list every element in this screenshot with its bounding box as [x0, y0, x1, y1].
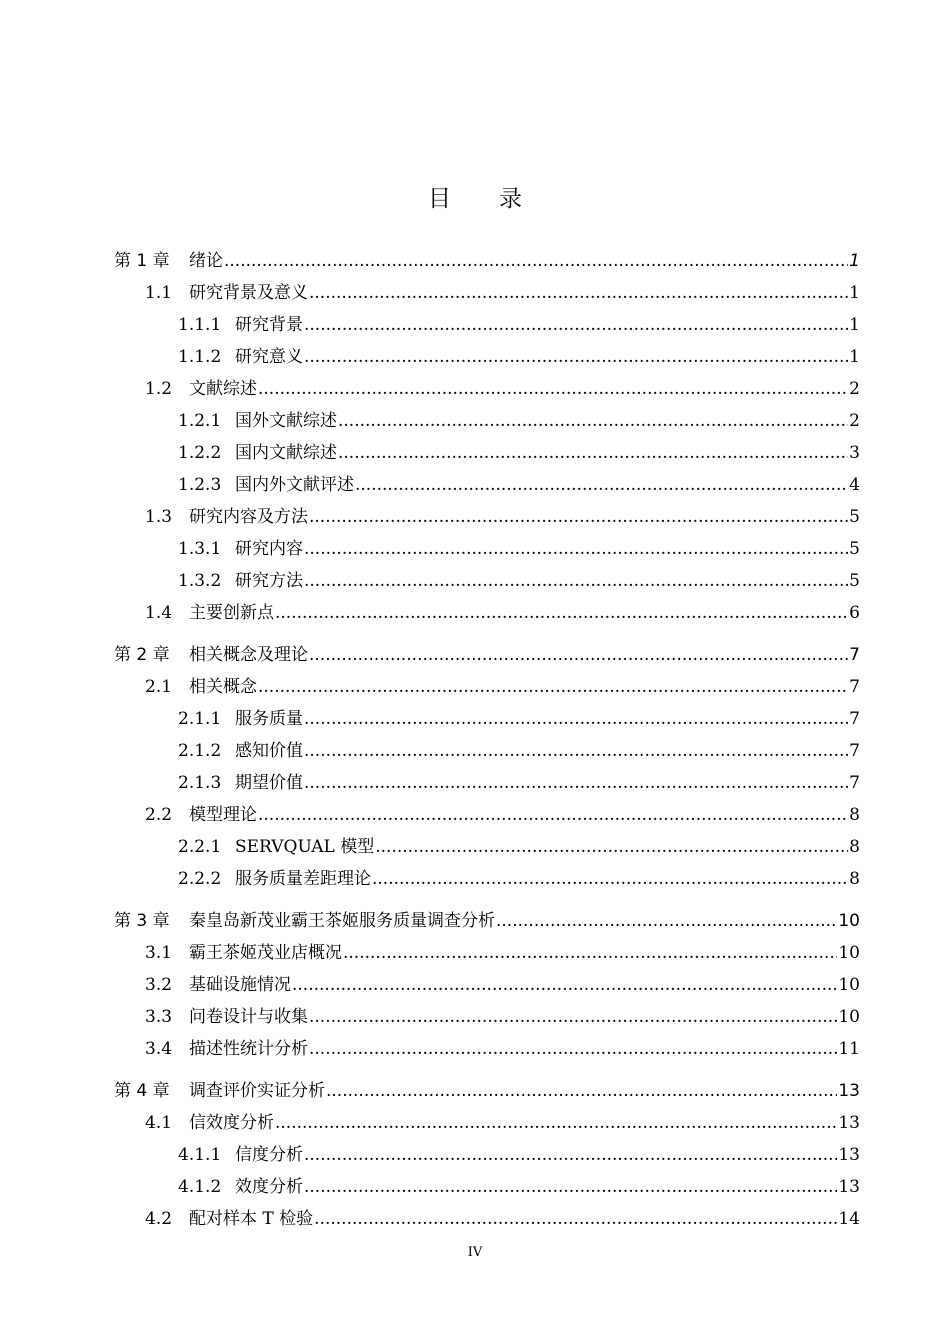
toc-entry-number: 1.1	[145, 283, 173, 303]
toc-entry-label: 研究方法	[235, 571, 303, 591]
toc-entry[interactable]	[178, 702, 860, 730]
toc-entry-page: 13	[838, 1177, 860, 1197]
toc-leader-dots	[304, 538, 848, 560]
toc-entry-number: 1.3.2	[178, 571, 222, 591]
toc-entry-number: 1.2	[145, 379, 173, 399]
toc-entry-label: 描述性统计分析	[189, 1039, 308, 1059]
toc-entry[interactable]	[145, 968, 860, 996]
toc-leader-dots	[304, 1144, 837, 1166]
toc-leader-dots	[304, 570, 848, 592]
toc-leader-dots	[309, 282, 848, 304]
toc-entry-page: 5	[849, 571, 860, 591]
toc-entry-number: 3.3	[145, 1007, 173, 1027]
toc-entry-number: 3.1	[145, 943, 173, 963]
toc-title	[0, 180, 950, 213]
toc-entry-number: 第 1 章	[114, 251, 170, 271]
toc-leader-dots	[292, 974, 837, 996]
toc-entry-label: 调查评价实证分析	[189, 1081, 325, 1101]
toc-entry-label: 配对样本 T 检验	[189, 1209, 314, 1229]
toc-leader-dots	[304, 740, 848, 762]
toc-leader-dots	[304, 772, 848, 794]
toc-entry-number: 2.2	[145, 805, 173, 825]
toc-entry-number: 4.1.1	[178, 1145, 222, 1165]
toc-entry[interactable]	[178, 404, 860, 432]
toc-entry-page: 10	[838, 943, 860, 963]
toc-entry-number: 1.1.2	[178, 347, 222, 367]
toc-entry-label: 期望价值	[235, 773, 303, 793]
toc-leader-dots	[314, 1208, 837, 1230]
toc-entry-label: 相关概念	[189, 677, 257, 697]
toc-entry-label: 感知价值	[235, 741, 303, 761]
toc-entry-page: 8	[849, 837, 860, 857]
toc-entry-page: 4	[849, 475, 860, 495]
toc-entry[interactable]	[178, 436, 860, 464]
toc-entry-number: 2.2.2	[178, 869, 222, 889]
toc-entry-label: 信度分析	[235, 1145, 303, 1165]
toc-entry-label: 研究背景及意义	[189, 283, 308, 303]
toc-leader-dots	[224, 250, 848, 272]
toc-entry-page: 8	[849, 805, 860, 825]
toc-title-char: 录	[499, 186, 522, 212]
toc-entry[interactable]	[145, 798, 860, 826]
toc-entry[interactable]	[145, 372, 860, 400]
toc-chapter-entry[interactable]	[114, 1074, 860, 1102]
toc-entry-page: 2	[849, 411, 860, 431]
toc-entry[interactable]	[178, 308, 860, 336]
toc-entry-page: 7	[849, 645, 860, 665]
toc-entry-label: 主要创新点	[189, 603, 274, 623]
toc-entry[interactable]	[178, 468, 860, 496]
toc-entry-number: 4.1.2	[178, 1177, 222, 1197]
toc-entry-page: 8	[849, 869, 860, 889]
toc-entry-page: 1	[849, 251, 860, 271]
toc-entry[interactable]	[145, 670, 860, 698]
toc-entry-label: 问卷设计与收集	[189, 1007, 308, 1027]
toc-leader-dots	[496, 910, 837, 932]
toc-entry-page: 3	[849, 443, 860, 463]
toc-leader-dots	[343, 942, 837, 964]
toc-entry-page: 10	[838, 1007, 860, 1027]
toc-entry-number: 2.1.2	[178, 741, 222, 761]
toc-entry-page: 1	[849, 283, 860, 303]
toc-entry[interactable]	[145, 500, 860, 528]
toc-entry-page: 5	[849, 507, 860, 527]
toc-entry-page: 1	[849, 315, 860, 335]
toc-entry[interactable]	[178, 564, 860, 592]
toc-entry[interactable]	[178, 532, 860, 560]
toc-entry-label: SERVQUAL 模型	[235, 837, 375, 857]
toc-entry-label: 研究意义	[235, 347, 303, 367]
toc-entry-page: 7	[849, 677, 860, 697]
toc-entry-label: 研究内容及方法	[189, 507, 308, 527]
toc-leader-dots	[275, 1112, 837, 1134]
toc-entry-number: 2.1.3	[178, 773, 222, 793]
toc-entry-page: 2	[849, 379, 860, 399]
toc-entry-label: 服务质量	[235, 709, 303, 729]
toc-leader-dots	[375, 836, 848, 858]
toc-leader-dots	[304, 314, 848, 336]
toc-entry[interactable]	[145, 1000, 860, 1028]
toc-entry-label: 效度分析	[235, 1177, 303, 1197]
toc-entry-number: 第 4 章	[114, 1081, 170, 1101]
toc-entry-number: 4.2	[145, 1209, 173, 1229]
toc-entry-number: 1.2.3	[178, 475, 222, 495]
page-number: IV	[467, 1245, 483, 1260]
toc-entry-label: 文献综述	[189, 379, 257, 399]
toc-entry-number: 3.4	[145, 1039, 173, 1059]
toc-entry-label: 研究内容	[235, 539, 303, 559]
toc-entry-page: 13	[838, 1081, 860, 1101]
toc-entry-label: 模型理论	[189, 805, 257, 825]
toc-entry-label: 研究背景	[235, 315, 303, 335]
toc-entry-number: 4.1	[145, 1113, 173, 1133]
toc-entry-label: 相关概念及理论	[189, 645, 308, 665]
toc-leader-dots	[275, 602, 848, 624]
toc-entry-page: 13	[838, 1113, 860, 1133]
toc-entry[interactable]	[145, 1032, 860, 1060]
toc-entry-page: 14	[838, 1209, 860, 1229]
toc-entry-number: 2.2.1	[178, 837, 222, 857]
toc-entry[interactable]	[145, 1202, 860, 1230]
toc-entry-number: 1.2.1	[178, 411, 222, 431]
toc-entry[interactable]	[178, 340, 860, 368]
toc-entry-label: 绪论	[189, 251, 223, 271]
toc-chapter-entry[interactable]	[114, 244, 860, 272]
toc-entry-label: 秦皇岛新茂业霸王茶姬服务质量调查分析	[189, 911, 495, 931]
toc-entry-label: 国外文献综述	[235, 411, 337, 431]
toc-entry-page: 13	[838, 1145, 860, 1165]
toc-leader-dots	[326, 1080, 837, 1102]
toc-entry[interactable]	[178, 862, 860, 890]
toc-chapter-entry[interactable]	[114, 638, 860, 666]
toc-entry-number: 1.3.1	[178, 539, 222, 559]
toc-leader-dots	[309, 644, 848, 666]
toc-leader-dots	[309, 506, 848, 528]
toc-chapter-entry[interactable]	[114, 904, 860, 932]
toc-leader-dots	[355, 474, 848, 496]
toc-entry-number: 1.1.1	[178, 315, 222, 335]
toc-entry-number: 第 2 章	[114, 645, 170, 665]
toc-entry[interactable]	[145, 1106, 860, 1134]
toc-entry[interactable]	[178, 1170, 860, 1198]
toc-leader-dots	[304, 1176, 837, 1198]
toc-entry-page: 6	[849, 603, 860, 623]
toc-leader-dots	[304, 708, 848, 730]
toc-leader-dots	[258, 804, 848, 826]
toc-leader-dots	[338, 410, 848, 432]
toc-entry-number: 1.3	[145, 507, 173, 527]
toc-entry-page: 5	[849, 539, 860, 559]
toc-entry-page: 1	[849, 347, 860, 367]
toc-leader-dots	[309, 1006, 837, 1028]
toc-leader-dots	[258, 676, 848, 698]
toc-entry[interactable]	[145, 596, 860, 624]
toc-entry[interactable]	[178, 830, 860, 858]
toc-leader-dots	[309, 1038, 837, 1060]
toc-entry[interactable]	[145, 276, 860, 304]
toc-entry-label: 基础设施情况	[189, 975, 291, 995]
toc-entry-page: 10	[838, 911, 860, 931]
toc-entry[interactable]	[178, 766, 860, 794]
toc-entry-number: 1.2.2	[178, 443, 222, 463]
toc-entry-label: 国内文献综述	[235, 443, 337, 463]
toc-entry-page: 10	[838, 975, 860, 995]
toc-entry-number: 2.1	[145, 677, 173, 697]
toc-leader-dots	[258, 378, 848, 400]
toc-leader-dots	[304, 346, 848, 368]
toc-entry-number: 3.2	[145, 975, 173, 995]
toc-entry-page: 7	[849, 709, 860, 729]
toc-leader-dots	[338, 442, 848, 464]
toc-entry[interactable]	[178, 1138, 860, 1166]
toc-entry[interactable]	[178, 734, 860, 762]
toc-entry[interactable]	[145, 936, 860, 964]
toc-entry-label: 霸王茶姬茂业店概况	[189, 943, 342, 963]
toc-entry-page: 11	[838, 1039, 860, 1059]
toc-leader-dots	[372, 868, 848, 890]
toc-entry-page: 7	[849, 773, 860, 793]
toc-entry-page: 7	[849, 741, 860, 761]
toc-entry-number: 2.1.1	[178, 709, 222, 729]
toc-entry-label: 服务质量差距理论	[235, 869, 371, 889]
toc-entry-number: 第 3 章	[114, 911, 170, 931]
toc-entry-label: 信效度分析	[189, 1113, 274, 1133]
toc-entry-label: 国内外文献评述	[235, 475, 354, 495]
toc-title-char: 目	[428, 186, 451, 212]
toc-entry-number: 1.4	[145, 603, 173, 623]
